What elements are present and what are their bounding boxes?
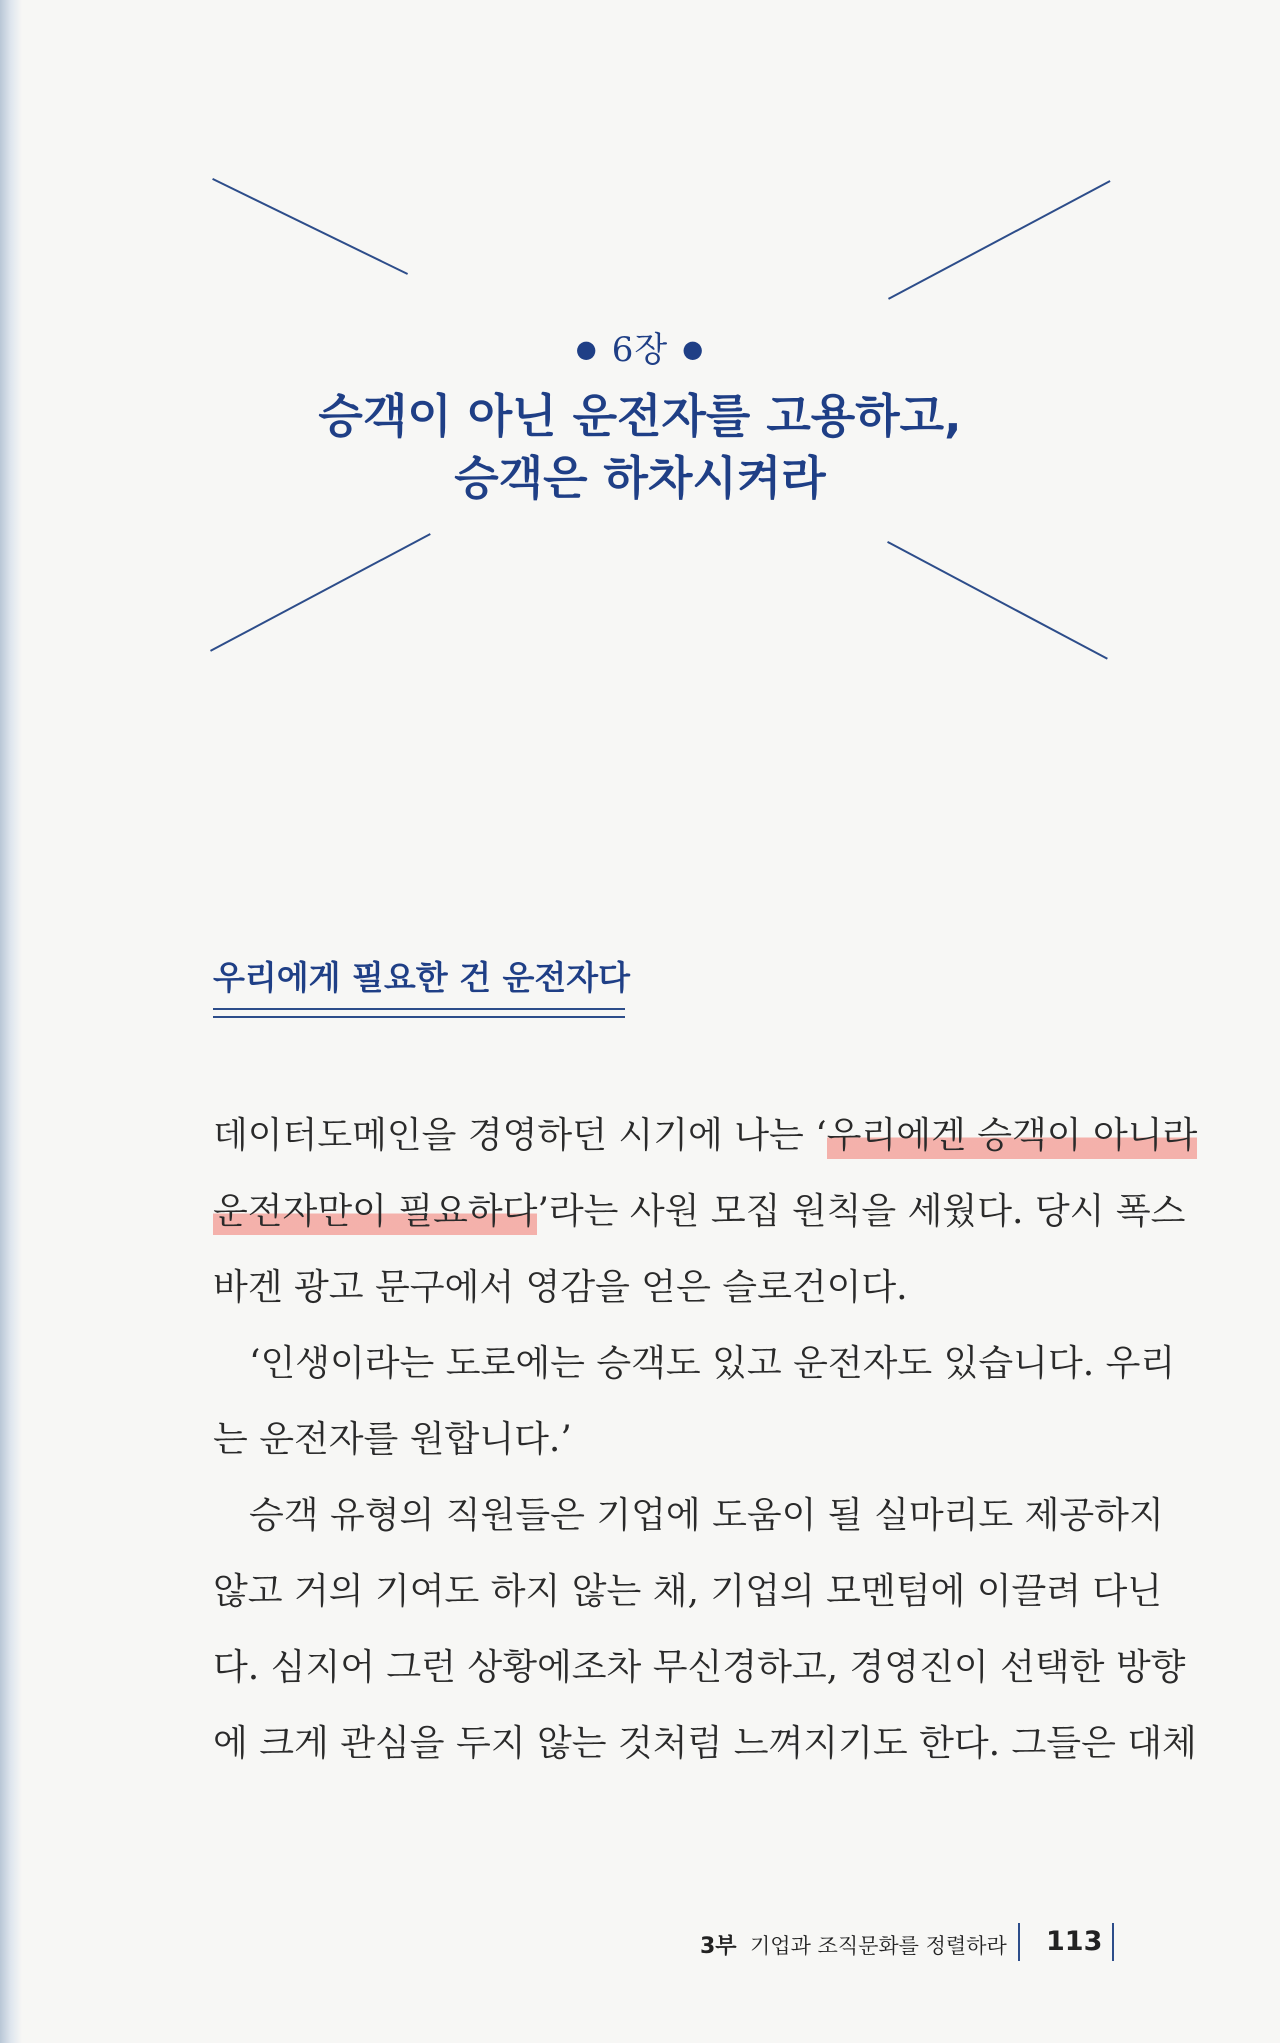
body-text bbox=[213, 1098, 1198, 1782]
text-line bbox=[213, 1174, 1186, 1250]
heading-underline bbox=[213, 1016, 625, 1018]
decorative-line-top-right bbox=[888, 180, 1111, 300]
page-footer bbox=[690, 1917, 1120, 1967]
footer-part-title: 기업과 조직문화를 정렬하라 bbox=[750, 1934, 1007, 1958]
text-line bbox=[213, 1706, 1197, 1782]
text-segment: 바겐 광고 문구에서 영감을 얻은 슬로건이다. bbox=[213, 1267, 908, 1308]
text-segment: 다. 심지어 그런 상황에조차 무신경하고, 경영진이 선택한 방향 bbox=[213, 1647, 1186, 1688]
bullet-dot-icon: ● bbox=[575, 335, 598, 363]
footer-part-label: 3부 bbox=[700, 1934, 737, 1959]
section-heading: 우리에게 필요한 건 운전자다 bbox=[213, 958, 631, 997]
highlighted-text: 우리에겐 승객이 아니라 bbox=[827, 1098, 1198, 1174]
decorative-line-top-left bbox=[212, 178, 408, 275]
highlighted-text: 운전자만이 필요하다 bbox=[213, 1174, 537, 1250]
decorative-line-bottom-left bbox=[210, 533, 431, 652]
page-number: 113 bbox=[1046, 1926, 1103, 1957]
text-segment: 데이터도메인을 경영하던 시기에 나는 ‘ bbox=[213, 1115, 827, 1156]
chapter-title-line: 승객이 아닌 운전자를 고용하고, bbox=[318, 389, 962, 443]
text-segment: 에 크게 관심을 두지 않는 것처럼 느껴지기도 한다. 그들은 대체 bbox=[213, 1723, 1197, 1764]
text-segment: ’라는 사원 모집 원칙을 세웠다. 당시 폭스 bbox=[537, 1191, 1186, 1232]
text-line bbox=[213, 1250, 1115, 1326]
text-segment: 는 운전자를 원합니다.’ bbox=[213, 1419, 572, 1460]
decorative-line-bottom-right bbox=[887, 541, 1108, 660]
text-segment: 않고 거의 기여도 하지 않는 채, 기업의 모멘텀에 이끌려 다닌 bbox=[213, 1571, 1163, 1612]
chapter-title bbox=[0, 385, 1280, 509]
text-line bbox=[213, 1098, 1198, 1174]
chapter-title-line: 승객은 하차시켜라 bbox=[454, 451, 826, 505]
chapter-number: 6장 bbox=[611, 330, 669, 370]
text-segment: 승객 유형의 직원들은 기업에 도움이 될 실마리도 제공하지 bbox=[249, 1495, 1164, 1536]
bullet-dot-icon: ● bbox=[682, 335, 705, 363]
text-line bbox=[213, 1478, 1164, 1554]
text-line bbox=[213, 1326, 1176, 1402]
text-line bbox=[213, 1402, 1115, 1478]
text-line bbox=[213, 1630, 1186, 1706]
footer-divider bbox=[1018, 1923, 1020, 1961]
text-line bbox=[213, 1554, 1163, 1630]
heading-underline bbox=[213, 1008, 625, 1010]
chapter-label bbox=[0, 322, 1280, 371]
page-binding-edge bbox=[0, 0, 22, 2043]
footer-divider bbox=[1112, 1923, 1114, 1961]
text-segment: ‘인생이라는 도로에는 승객도 있고 운전자도 있습니다. 우리 bbox=[249, 1343, 1176, 1384]
